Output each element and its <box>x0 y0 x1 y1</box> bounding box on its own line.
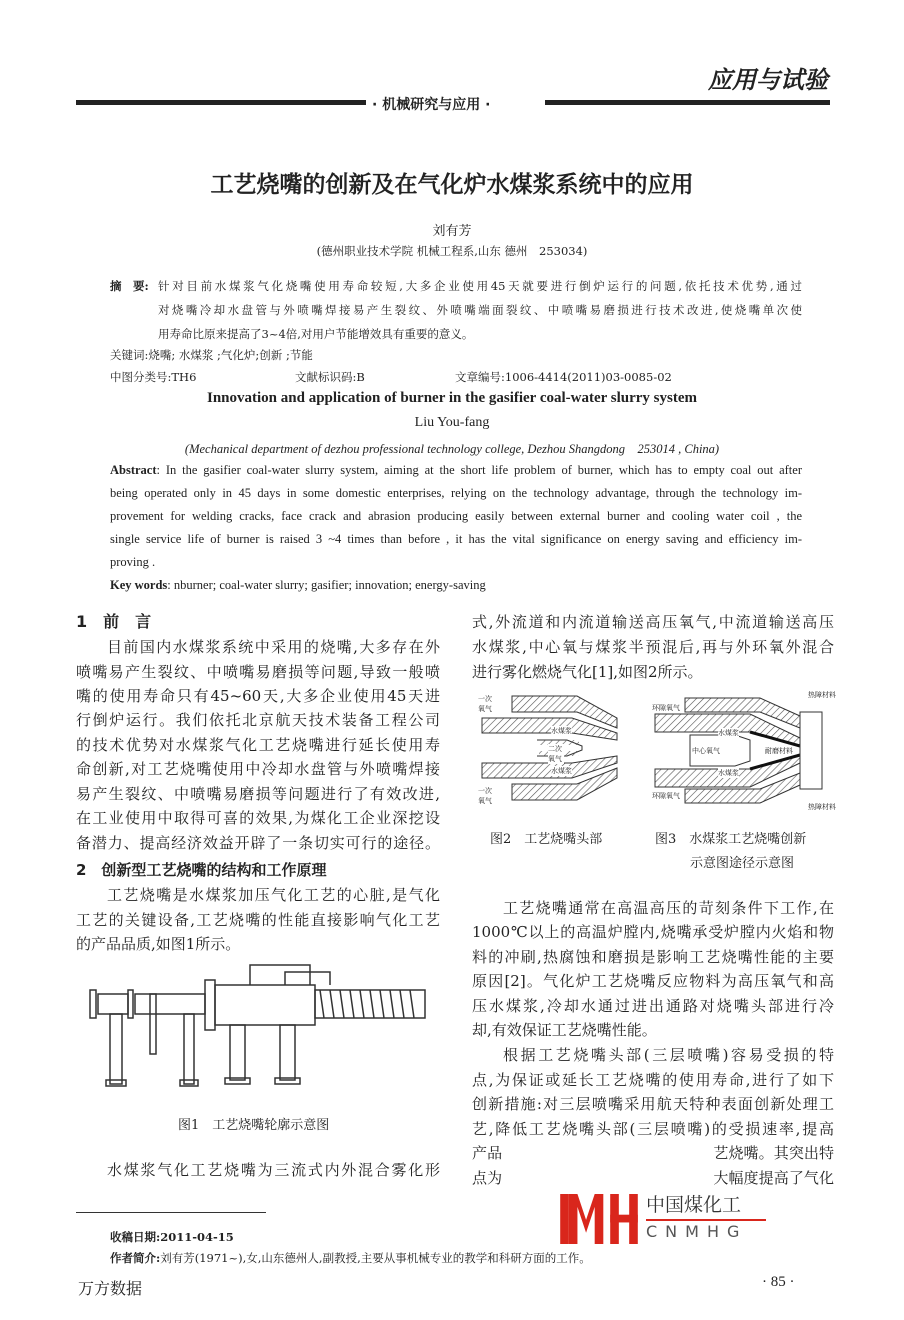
fig2-label: 一次氧气 <box>478 695 492 713</box>
abstract-line: 针对目前水煤浆气化烧嘴使用寿命较短,大多企业使用45天就要进行倒炉运行的问题,依托技术优势,通过 <box>158 279 802 293</box>
body-line: 目前国内水煤浆系统中采用的烧嘴,大多存在外 <box>107 638 440 656</box>
body-line: 喷嘴易产生裂纹、中喷嘴易磨损等问题,导致一般喷 <box>76 663 440 681</box>
watermark-cn: 中国煤化工 <box>646 1194 742 1216</box>
keywords-en: : nburner; coal-water slurry; gasifier; innovation; energy-saving <box>167 578 486 592</box>
body-line: 却,有效保证工艺烧嘴性能。 <box>472 1021 657 1039</box>
body-line: 在工业使用中取得可喜的效果,为煤化工企业深挖设 <box>76 809 440 827</box>
figure-3-caption: 图3 水煤浆工艺烧嘴创新 <box>655 832 807 847</box>
body-line: 点,为保证或延长工艺烧嘴的使用寿命,进行了如下 <box>472 1071 834 1089</box>
body-line: 点为 大幅度提高了气化 <box>472 1169 834 1187</box>
column-label: · 机械研究与应用 · <box>372 97 491 113</box>
body-line: 的产品品质,如图1所示。 <box>76 935 241 953</box>
body-line: 命创新,对工艺烧嘴使用中冷却水盘管与外喷嘴焊接 <box>76 760 440 778</box>
body-line: 嘴的使用寿命只有45~60天,大多企业使用45天进 <box>76 687 440 705</box>
figure-1-burner-outline <box>80 960 440 1100</box>
abstract-label: 摘 要: <box>110 279 149 293</box>
body-line: 易产生裂纹、中喷嘴易磨损等问题进行了有效改进, <box>76 785 440 803</box>
article-title: 工艺烧嘴的创新及在气化炉水煤浆系统中的应用 <box>210 172 694 198</box>
fig3-label: 水煤浆 <box>718 769 739 777</box>
figure-2-labels <box>478 688 638 808</box>
figure-3-labels <box>650 688 840 813</box>
abstract-en-line: provement for welding cracks, face crack and abrasion producing easily between external burner and cooling water coil , the <box>110 509 802 523</box>
section-1-heading: 1 前 言 <box>76 612 152 631</box>
figure-2-caption: 图2 工艺烧嘴头部 <box>490 832 603 847</box>
body-line: 艺,降低工艺烧嘴头部(三层喷嘴)的受损速率,提高 <box>472 1120 834 1138</box>
abstract-en-label: Abstract <box>110 463 157 477</box>
body-line: 创新措施:对三层喷嘴采用航天特种表面创新处理工 <box>472 1095 834 1113</box>
author-bio-label: 作者简介: <box>110 1251 161 1265</box>
fig3-label: 环隙氧气 <box>652 792 680 800</box>
watermark-en: CNMHG <box>646 1222 748 1241</box>
keywords-en-label: Key words <box>110 578 168 592</box>
fig3-label: 热障材料 <box>808 691 836 699</box>
fig3-label: 水煤浆 <box>718 729 739 737</box>
body-line: 工艺烧嘴通常在高温高压的苛刻条件下工作,在 <box>503 899 834 917</box>
body-line: 行倒炉运行。我们依托北京航天技术装备工程公司 <box>76 711 440 729</box>
abstract-en <box>110 461 802 594</box>
body-line: 1000℃以上的高温炉膛内,烧嘴承受炉膛内火焰和物 <box>472 923 834 941</box>
header-rule-left <box>76 100 366 105</box>
abstract-en-line: single service life of burner is raised 3 ~4 times than before , it has the vital significance on energy saving and efficiency im- <box>110 532 802 546</box>
body-line: 备潜力、提高经济效益开辟了一条切实可行的途径。 <box>76 834 440 852</box>
author-bio-text: 刘有芳(1971~),女,山东德州人,副教授,主要从事机械专业的教学和科研方面的工作。 <box>160 1251 591 1265</box>
body-line: 原因[2]。气化炉工艺烧嘴反应物料为高压氧气和高 <box>472 972 834 990</box>
figure-1-caption: 图1 工艺烧嘴轮廓示意图 <box>178 1118 330 1133</box>
body-line: 式,外流道和内流道输送高压氧气,中流道输送高压 <box>472 613 834 631</box>
page-number: · 85 · <box>762 1274 795 1290</box>
watermark <box>560 1194 800 1244</box>
title-en: Innovation and application of burner in the gasifier coal-water slurry system <box>206 390 697 406</box>
classification: 中图分类号:TH6 <box>110 370 197 384</box>
keywords-cn: 关键词:烧嘴; 水煤浆 ;气化炉;创新 ;节能 <box>110 348 313 362</box>
affiliation: (德州职业技术学院 机械工程系,山东 德州 253034) <box>316 244 588 258</box>
author-en: Liu You-fang <box>414 415 490 430</box>
body-line: 工艺烧嘴是水煤浆加压气化工艺的心脏,是气化 <box>107 886 440 904</box>
body-line: 压水煤浆,冷却水通过进出通路对烧嘴头部进行冷 <box>472 997 834 1015</box>
source-label: 万方数据 <box>78 1279 143 1298</box>
body-line: 根据工艺烧嘴头部(三层喷嘴)容易受损的特 <box>503 1046 834 1064</box>
abstract-en-line: : In the gasifier coal-water slurry system, aiming at the short life problem of burner, which has to empty coal out after <box>156 463 802 477</box>
body-line: 水煤浆,中心氧与煤浆半预混后,再与外环氧外混合 <box>472 638 834 656</box>
doc-code: 文献标识码:B <box>295 370 365 384</box>
fig3-label: 耐磨材料 <box>765 747 793 755</box>
body-line: 水煤浆气化工艺烧嘴为三流式内外混合雾化形 <box>107 1161 440 1179</box>
fig2-label: 二次氧气 <box>548 745 562 763</box>
abstract-en-line: being operated only in 45 days in some domestic enterprises, relying on the technology advantage, through the technology im- <box>110 486 802 500</box>
abstract-line: 对烧嘴冷却水盘管与外喷嘴焊接易产生裂纹、外喷嘴端面裂纹、中喷嘴易磨损进行技术改进,使烧嘴单次使 <box>158 303 802 317</box>
author: 刘有芳 <box>432 224 472 239</box>
body-line: 料的冲刷,热腐蚀和磨损是影响工艺烧嘴性能的主要 <box>472 948 834 966</box>
fig2-label: 一次氧气 <box>478 787 492 805</box>
watermark-logo <box>560 1194 638 1244</box>
section-2-heading: 2 创新型工艺烧嘴的结构和工作原理 <box>76 861 327 879</box>
body-line: 进行雾化燃烧气化[1],如图2所示。 <box>472 663 703 681</box>
received-date: 收稿日期:2011-04-15 <box>110 1230 234 1244</box>
body-line: 的技术优势对水煤浆气化工艺烧嘴进行延长使用寿 <box>76 736 440 754</box>
body-line: 工艺的关键设备,工艺烧嘴的性能直接影响气化工艺 <box>76 911 440 929</box>
fig3-label: 热障材料 <box>808 803 836 811</box>
section-label: 应用与试验 <box>708 66 828 94</box>
fig2-label: 水煤浆 <box>551 767 572 775</box>
body-line: 产品 艺烧嘴。其突出特 <box>472 1144 834 1162</box>
fig3-label: 环隙氧气 <box>652 704 680 712</box>
header-rule-right <box>545 100 830 105</box>
article-number: 文章编号:1006-4414(2011)03-0085-02 <box>455 370 672 384</box>
affiliation-en: (Mechanical department of dezhou professional technology college, Dezhou Shangdong 253014 , China) <box>184 442 720 456</box>
fig3-label: 中心氧气 <box>692 747 720 755</box>
fig2-label: 水煤浆 <box>551 727 572 735</box>
footnote-rule <box>76 1212 266 1213</box>
author-bio <box>110 1250 591 1266</box>
abstract-en-line: proving . <box>110 555 156 569</box>
abstract-line: 用寿命比原来提高了3~4倍,对用户节能增效具有重要的意义。 <box>158 327 474 341</box>
figure-3-caption-2: 示意图途径示意图 <box>690 856 795 871</box>
watermark-rule <box>646 1219 766 1221</box>
